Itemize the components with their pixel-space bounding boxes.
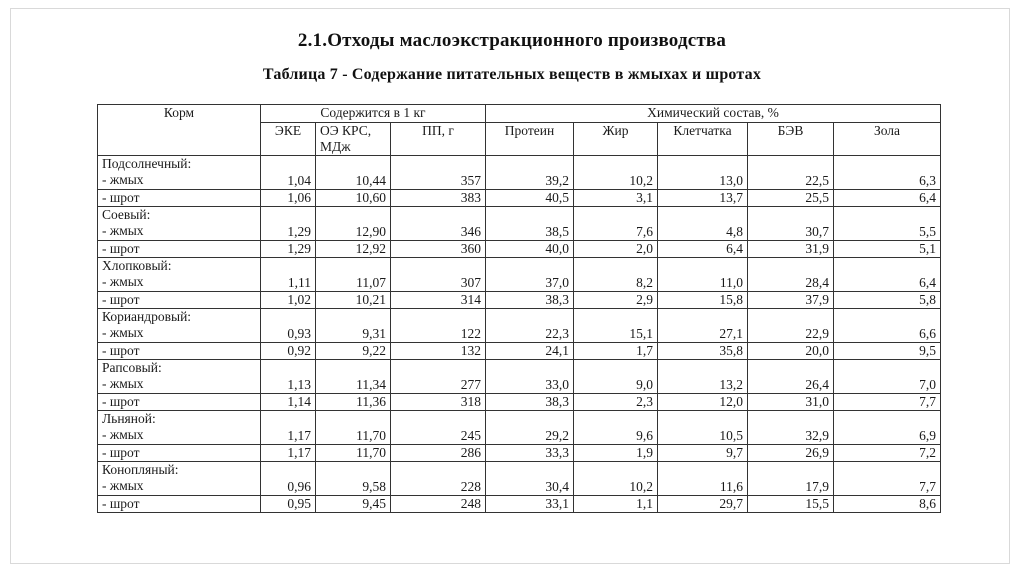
- feed-type-label: - шрот: [102, 343, 140, 358]
- value-cell-ash: 7,2: [834, 445, 941, 462]
- feed-type-label: - жмых: [102, 376, 144, 391]
- value-cell-ash: 5,8: [834, 292, 941, 309]
- value-cell-bev: 17,9: [748, 462, 834, 496]
- value-cell-eke: 1,02: [261, 292, 316, 309]
- feed-name-cell: [98, 462, 261, 496]
- table-caption: Таблица 7 - Содержание питательных веществ в жмыхах и шротах: [262, 66, 762, 83]
- value-cell-bev: 30,7: [748, 207, 834, 241]
- feed-type-label: - жмых: [102, 478, 144, 493]
- value-cell-eke: 0,93: [261, 309, 316, 343]
- value-cell-protein: 29,2: [486, 411, 574, 445]
- value-cell-eke: 1,17: [261, 445, 316, 462]
- feed-name-cell: [98, 156, 261, 190]
- feed-type-label: - жмых: [102, 274, 144, 289]
- feed-type-label: - жмых: [102, 172, 144, 187]
- feed-name-cell: [98, 394, 261, 411]
- feed-type-label: - шрот: [102, 241, 140, 256]
- value-cell-bev: 20,0: [748, 343, 834, 360]
- value-cell-oe: 11,34: [316, 360, 391, 394]
- table-row: [98, 258, 941, 292]
- value-cell-protein: 24,1: [486, 343, 574, 360]
- header-pp: ПП, г: [391, 123, 486, 156]
- value-cell-protein: 37,0: [486, 258, 574, 292]
- table-row: [98, 292, 941, 309]
- value-cell-pp: 314: [391, 292, 486, 309]
- value-cell-fat: 9,6: [574, 411, 658, 445]
- value-cell-protein: 39,2: [486, 156, 574, 190]
- value-cell-pp: 383: [391, 190, 486, 207]
- value-cell-pp: 122: [391, 309, 486, 343]
- header-ash: Зола: [834, 123, 941, 156]
- value-cell-bev: 26,9: [748, 445, 834, 462]
- value-cell-oe: 11,70: [316, 445, 391, 462]
- value-cell-eke: 0,95: [261, 496, 316, 513]
- table-row: [98, 360, 941, 394]
- table-row: [98, 156, 941, 190]
- feed-type-label: - жмых: [102, 427, 144, 442]
- feed-group-name: Кориандровый:: [102, 309, 192, 324]
- value-cell-fat: 3,1: [574, 190, 658, 207]
- value-cell-pp: 245: [391, 411, 486, 445]
- value-cell-fat: 7,6: [574, 207, 658, 241]
- header-protein: Протеин: [486, 123, 574, 156]
- feed-type-label: - шрот: [102, 190, 140, 205]
- value-cell-pp: 307: [391, 258, 486, 292]
- value-cell-oe: 11,70: [316, 411, 391, 445]
- value-cell-bev: 22,5: [748, 156, 834, 190]
- value-cell-oe: 9,45: [316, 496, 391, 513]
- value-cell-eke: 1,29: [261, 207, 316, 241]
- value-cell-oe: 11,36: [316, 394, 391, 411]
- value-cell-fat: 1,1: [574, 496, 658, 513]
- value-cell-ash: 6,6: [834, 309, 941, 343]
- value-cell-bev: 31,0: [748, 394, 834, 411]
- value-cell-fat: 10,2: [574, 462, 658, 496]
- value-cell-ash: 6,3: [834, 156, 941, 190]
- feed-name-cell: [98, 190, 261, 207]
- value-cell-fat: 1,9: [574, 445, 658, 462]
- value-cell-protein: 22,3: [486, 309, 574, 343]
- value-cell-pp: 360: [391, 241, 486, 258]
- header-chemical-composition: Химический состав, %: [486, 105, 941, 123]
- value-cell-pp: 346: [391, 207, 486, 241]
- value-cell-ash: 5,1: [834, 241, 941, 258]
- value-cell-ash: 7,7: [834, 394, 941, 411]
- value-cell-bev: 15,5: [748, 496, 834, 513]
- feed-type-label: - шрот: [102, 292, 140, 307]
- value-cell-protein: 38,3: [486, 394, 574, 411]
- value-cell-oe: 11,07: [316, 258, 391, 292]
- value-cell-bev: 28,4: [748, 258, 834, 292]
- value-cell-fiber: 35,8: [658, 343, 748, 360]
- feed-group-name: Конопляный:: [102, 462, 179, 477]
- value-cell-ash: 6,4: [834, 190, 941, 207]
- value-cell-bev: 25,5: [748, 190, 834, 207]
- value-cell-ash: 6,4: [834, 258, 941, 292]
- value-cell-ash: 6,9: [834, 411, 941, 445]
- value-cell-pp: 132: [391, 343, 486, 360]
- value-cell-bev: 22,9: [748, 309, 834, 343]
- feed-type-label: - жмых: [102, 325, 144, 340]
- table-row: [98, 394, 941, 411]
- value-cell-eke: 1,14: [261, 394, 316, 411]
- value-cell-protein: 38,5: [486, 207, 574, 241]
- value-cell-eke: 1,06: [261, 190, 316, 207]
- feed-name-cell: [98, 496, 261, 513]
- feed-group-name: Льняной:: [102, 411, 156, 426]
- value-cell-fat: 10,2: [574, 156, 658, 190]
- value-cell-ash: 7,0: [834, 360, 941, 394]
- value-cell-fiber: 6,4: [658, 241, 748, 258]
- value-cell-oe: 9,31: [316, 309, 391, 343]
- table-row: [98, 309, 941, 343]
- header-eke: ЭКЕ: [261, 123, 316, 156]
- value-cell-ash: 5,5: [834, 207, 941, 241]
- value-cell-pp: 357: [391, 156, 486, 190]
- feed-name-cell: [98, 309, 261, 343]
- header-contained-per-kg: Содержится в 1 кг: [261, 105, 486, 123]
- value-cell-fat: 9,0: [574, 360, 658, 394]
- value-cell-pp: 286: [391, 445, 486, 462]
- value-cell-oe: 9,58: [316, 462, 391, 496]
- value-cell-oe: 12,90: [316, 207, 391, 241]
- value-cell-eke: 0,96: [261, 462, 316, 496]
- table-row: [98, 241, 941, 258]
- value-cell-fat: 1,7: [574, 343, 658, 360]
- feed-name-cell: [98, 207, 261, 241]
- feed-type-label: - жмых: [102, 223, 144, 238]
- value-cell-ash: 7,7: [834, 462, 941, 496]
- value-cell-oe: 12,92: [316, 241, 391, 258]
- value-cell-bev: 32,9: [748, 411, 834, 445]
- feed-type-label: - шрот: [102, 394, 140, 409]
- feed-group-name: Подсолнечный:: [102, 156, 192, 171]
- value-cell-fiber: 13,0: [658, 156, 748, 190]
- value-cell-oe: 10,21: [316, 292, 391, 309]
- value-cell-bev: 31,9: [748, 241, 834, 258]
- table-row: [98, 190, 941, 207]
- value-cell-fiber: 15,8: [658, 292, 748, 309]
- value-cell-fiber: 13,2: [658, 360, 748, 394]
- value-cell-fiber: 11,0: [658, 258, 748, 292]
- value-cell-fiber: 27,1: [658, 309, 748, 343]
- value-cell-protein: 40,5: [486, 190, 574, 207]
- table-header-row-1: [98, 105, 941, 123]
- section-title: 2.1.Отходы маслоэкстракционного производства: [297, 30, 727, 51]
- value-cell-fat: 15,1: [574, 309, 658, 343]
- value-cell-fiber: 13,7: [658, 190, 748, 207]
- value-cell-protein: 33,1: [486, 496, 574, 513]
- value-cell-eke: 1,13: [261, 360, 316, 394]
- header-bev: БЭВ: [748, 123, 834, 156]
- nutrient-table: [97, 104, 941, 513]
- value-cell-eke: 1,29: [261, 241, 316, 258]
- header-oe-line2: МДж: [320, 139, 351, 154]
- value-cell-eke: 1,11: [261, 258, 316, 292]
- table-body: [98, 156, 941, 513]
- header-oe-line1: ОЭ КРС,: [320, 123, 372, 138]
- value-cell-fiber: 11,6: [658, 462, 748, 496]
- feed-name-cell: [98, 411, 261, 445]
- value-cell-fiber: 29,7: [658, 496, 748, 513]
- value-cell-fiber: 9,7: [658, 445, 748, 462]
- value-cell-fat: 2,3: [574, 394, 658, 411]
- table-row: [98, 207, 941, 241]
- value-cell-eke: 1,04: [261, 156, 316, 190]
- value-cell-fiber: 12,0: [658, 394, 748, 411]
- feed-name-cell: [98, 241, 261, 258]
- table-row: [98, 496, 941, 513]
- table-row: [98, 343, 941, 360]
- value-cell-protein: 40,0: [486, 241, 574, 258]
- feed-type-label: - шрот: [102, 496, 140, 511]
- feed-group-name: Соевый:: [102, 207, 151, 222]
- value-cell-oe: 10,44: [316, 156, 391, 190]
- header-oe: [316, 123, 391, 156]
- value-cell-eke: 0,92: [261, 343, 316, 360]
- feed-group-name: Рапсовый:: [102, 360, 162, 375]
- feed-name-cell: [98, 292, 261, 309]
- value-cell-ash: 9,5: [834, 343, 941, 360]
- value-cell-protein: 33,0: [486, 360, 574, 394]
- feed-name-cell: [98, 258, 261, 292]
- table-row: [98, 445, 941, 462]
- value-cell-bev: 37,9: [748, 292, 834, 309]
- value-cell-pp: 277: [391, 360, 486, 394]
- table-row: [98, 411, 941, 445]
- value-cell-pp: 248: [391, 496, 486, 513]
- header-fiber: Клетчатка: [658, 123, 748, 156]
- value-cell-fat: 2,0: [574, 241, 658, 258]
- value-cell-eke: 1,17: [261, 411, 316, 445]
- value-cell-ash: 8,6: [834, 496, 941, 513]
- value-cell-bev: 26,4: [748, 360, 834, 394]
- value-cell-oe: 9,22: [316, 343, 391, 360]
- feed-name-cell: [98, 445, 261, 462]
- value-cell-pp: 228: [391, 462, 486, 496]
- value-cell-oe: 10,60: [316, 190, 391, 207]
- value-cell-protein: 38,3: [486, 292, 574, 309]
- value-cell-fiber: 4,8: [658, 207, 748, 241]
- feed-name-cell: [98, 343, 261, 360]
- header-fat: Жир: [574, 123, 658, 156]
- value-cell-pp: 318: [391, 394, 486, 411]
- value-cell-fat: 8,2: [574, 258, 658, 292]
- value-cell-fat: 2,9: [574, 292, 658, 309]
- feed-type-label: - шрот: [102, 445, 140, 460]
- value-cell-protein: 33,3: [486, 445, 574, 462]
- value-cell-protein: 30,4: [486, 462, 574, 496]
- header-feed: Корм: [98, 105, 261, 156]
- table-row: [98, 462, 941, 496]
- feed-group-name: Хлопковый:: [102, 258, 172, 273]
- value-cell-fiber: 10,5: [658, 411, 748, 445]
- feed-name-cell: [98, 360, 261, 394]
